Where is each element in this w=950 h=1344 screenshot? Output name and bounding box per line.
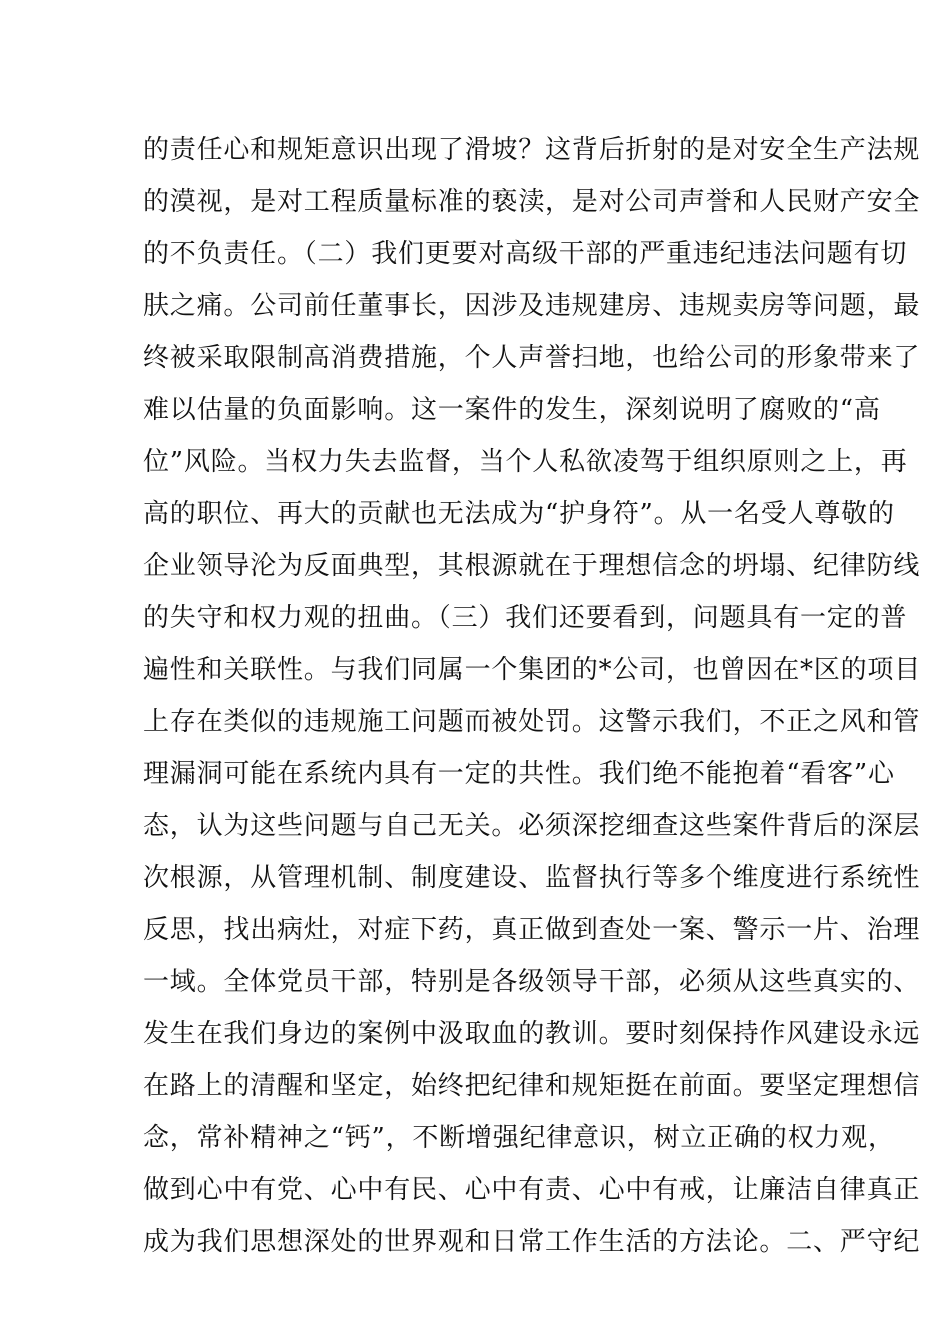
text-line: 企业领导沦为反面典型，其根源就在于理想信念的坍塌、纪律防线 xyxy=(143,551,921,581)
text-line: 成为我们思想深处的世界观和日常工作生活的方法论。二、严守纪 xyxy=(143,1227,921,1257)
text-line: 次根源，从管理机制、制度建设、监督执行等多个维度进行系统性 xyxy=(143,863,921,893)
text-line: 在路上的清醒和坚定，始终把纪律和规矩挺在前面。要坚定理想信 xyxy=(143,1071,921,1101)
text-line: 肤之痛。公司前任董事长，因涉及违规建房、违规卖房等问题，最 xyxy=(143,291,921,321)
text-line: 的责任心和规矩意识出现了滑坡？这背后折射的是对安全生产法规 xyxy=(143,135,921,165)
text-line: 的失守和权力观的扭曲。（三）我们还要看到，问题具有一定的普 xyxy=(143,603,908,633)
text-line: 一域。全体党员干部，特别是各级领导干部，必须从这些真实的、 xyxy=(143,967,921,997)
body-text xyxy=(143,124,922,1268)
text-line: 上存在类似的违规施工问题而被处罚。这警示我们，不正之风和管 xyxy=(143,707,921,737)
text-line: 的不负责任。（二）我们更要对高级干部的严重违纪违法问题有切 xyxy=(143,239,908,269)
text-line: 做到心中有党、心中有民、心中有责、心中有戒，让廉洁自律真正 xyxy=(143,1175,921,1205)
text-line: 态，认为这些问题与自己无关。必须深挖细查这些案件背后的深层 xyxy=(143,811,921,841)
text-line: 高的职位、再大的贡献也无法成为“护身符”。从一名受人尊敬的 xyxy=(143,499,895,529)
text-line: 念，常补精神之“钙”，不断增强纪律意识，树立正确的权力观， xyxy=(143,1123,895,1153)
text-line: 终被采取限制高消费措施，个人声誉扫地，也给公司的形象带来了 xyxy=(143,343,921,373)
text-line: 理漏洞可能在系统内具有一定的共性。我们绝不能抱着“看客”心 xyxy=(143,759,895,789)
text-line: 发生在我们身边的案例中汲取血的教训。要时刻保持作风建设永远 xyxy=(143,1019,921,1049)
text-line: 反思，找出病灶，对症下药，真正做到查处一案、警示一片、治理 xyxy=(143,915,921,945)
text-line: 难以估量的负面影响。这一案件的发生，深刻说明了腐败的“高 xyxy=(143,395,881,425)
text-line: 遍性和关联性。与我们同属一个集团的*公司，也曾因在*区的项目 xyxy=(143,655,922,685)
text-line: 位”风险。当权力失去监督，当个人私欲凌驾于组织原则之上，再 xyxy=(143,447,908,477)
text-line: 的漠视，是对工程质量标准的亵渎，是对公司声誉和人民财产安全 xyxy=(143,187,921,217)
